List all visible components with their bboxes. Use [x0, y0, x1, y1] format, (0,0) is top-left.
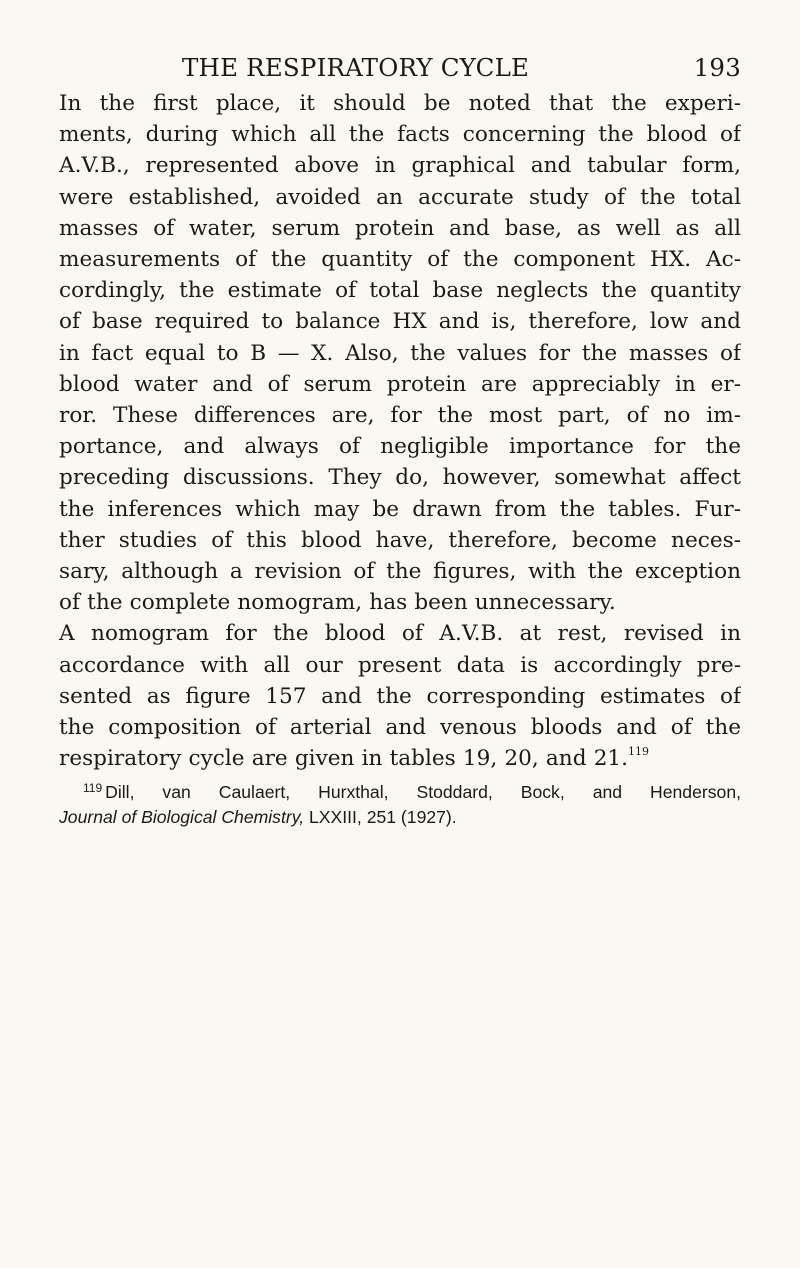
running-title: THE RESPIRATORY CYCLE — [182, 53, 530, 82]
footnote-line-2 — [59, 805, 741, 830]
text-line: the composition of arterial and venous bloods and of the — [59, 715, 741, 741]
text-line: masses of water, serum protein and base, as well as all — [59, 215, 741, 241]
footnote-line-1 — [59, 780, 741, 805]
footnote-reference[interactable]: 119 — [628, 745, 650, 759]
text-line: accordance with all our present data is accordingly pre- — [59, 652, 741, 678]
text-line-content: respiratory cycle are given in tables 19, 20, and 21. — [59, 746, 629, 772]
running-head — [59, 48, 741, 88]
text-line: ther studies of this blood have, therefore, become neces- — [59, 527, 741, 553]
page-number: 193 — [693, 53, 741, 82]
text-line: of the complete nomogram, has been unnecessary. — [59, 590, 616, 616]
text-line: sary, although a revision of the figures, with the exception — [59, 559, 741, 585]
text-line-with-footnote-ref — [59, 743, 741, 774]
footnote-number: 119 — [83, 780, 103, 795]
text-line: measurements of the quantity of the component HX. Ac- — [59, 247, 741, 273]
text-line: portance, and always of negligible importance for the — [59, 434, 741, 460]
text-line: sented as figure 157 and the corresponding estimates of — [59, 683, 741, 709]
text-line: preceding discussions. They do, however, somewhat affect — [59, 465, 741, 491]
footnote — [59, 780, 741, 830]
footnote-authors: Dill, van Caulaert, Hurxthal, Stoddard, Bock, and Henderson, — [105, 782, 741, 803]
text-line: A.V.B., represented above in graphical and tabular form, — [59, 153, 741, 179]
text-line: A nomogram for the blood of A.V.B. at rest, revised in — [59, 621, 741, 647]
text-line: cordingly, the estimate of total base neglects the quantity — [59, 278, 741, 304]
text-line: were established, avoided an accurate study of the total — [59, 184, 741, 210]
paragraph-1 — [59, 88, 741, 618]
footnote-citation: LXXIII, 251 (1927). — [304, 807, 457, 828]
text-line: blood water and of serum protein are appreciably in er- — [59, 371, 741, 397]
text-line: ments, during which all the facts concerning the blood of — [59, 122, 741, 148]
text-line: the inferences which may be drawn from the tables. Fur- — [59, 496, 741, 522]
text-line: in fact equal to B — X. Also, the values for the masses of — [59, 340, 741, 366]
footnote-journal: Journal of Biological Chemistry, — [59, 807, 305, 828]
text-line: ror. These differences are, for the most part, of no im- — [59, 403, 741, 429]
text-line: In the first place, it should be noted that the experi- — [59, 91, 741, 116]
page — [59, 48, 741, 830]
text-line: of base required to balance HX and is, therefore, low and — [59, 309, 741, 335]
body-text — [59, 88, 741, 774]
paragraph-2 — [59, 618, 741, 774]
